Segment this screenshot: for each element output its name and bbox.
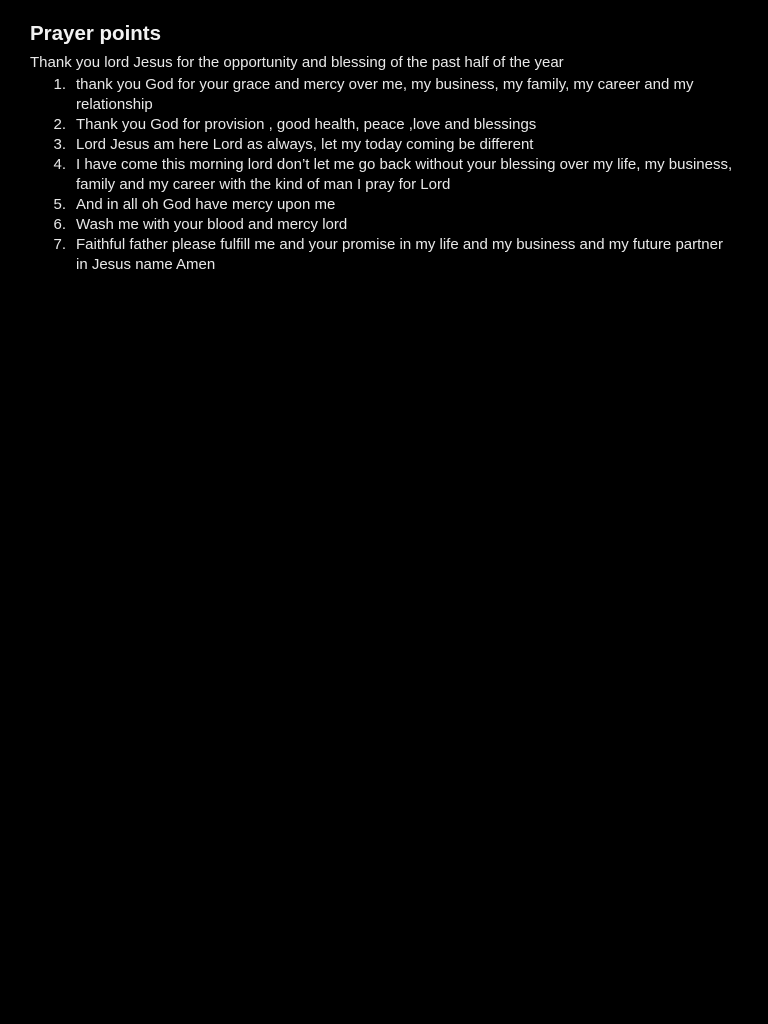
list-item-number: 6. (53, 216, 66, 233)
note-title[interactable]: Prayer points (30, 22, 162, 45)
list-item[interactable] (30, 75, 738, 115)
list-item-number: 5. (53, 196, 66, 213)
note-intro-line[interactable]: Thank you lord Jesus for the opportunity and blessing of the past half of the year (30, 54, 564, 71)
list-item-text[interactable]: Wash me with your blood and mercy lord (76, 216, 348, 233)
list-item-number: 3. (53, 136, 66, 153)
list-item-text[interactable]: And in all oh God have mercy upon me (76, 196, 336, 213)
list-item[interactable] (30, 195, 738, 215)
list-item-number: 2. (53, 116, 66, 133)
list-item-text[interactable]: I have come this morning lord don’t let me go back without your blessing over my life, my business, family and my career with the kind of man I pray for Lord (76, 156, 733, 193)
list-item-text[interactable]: Lord Jesus am here Lord as always, let my today coming be different (76, 136, 534, 153)
prayer-points-list (30, 75, 738, 275)
list-item[interactable] (30, 155, 738, 195)
list-item-number: 1. (53, 76, 66, 93)
list-item-text[interactable]: Thank you God for provision , good health, peace ,love and blessings (76, 116, 537, 133)
list-item-number: 4. (53, 156, 66, 173)
list-item[interactable] (30, 115, 738, 135)
list-item-text[interactable]: thank you God for your grace and mercy over me, my business, my family, my career and my relationship (76, 76, 694, 113)
list-item-text[interactable]: Faithful father please fulfill me and your promise in my life and my business and my future partner in Jesus name Amen (76, 236, 723, 273)
list-item[interactable] (30, 215, 738, 235)
list-item[interactable] (30, 235, 738, 275)
list-item-number: 7. (53, 236, 66, 253)
list-item[interactable] (30, 135, 738, 155)
